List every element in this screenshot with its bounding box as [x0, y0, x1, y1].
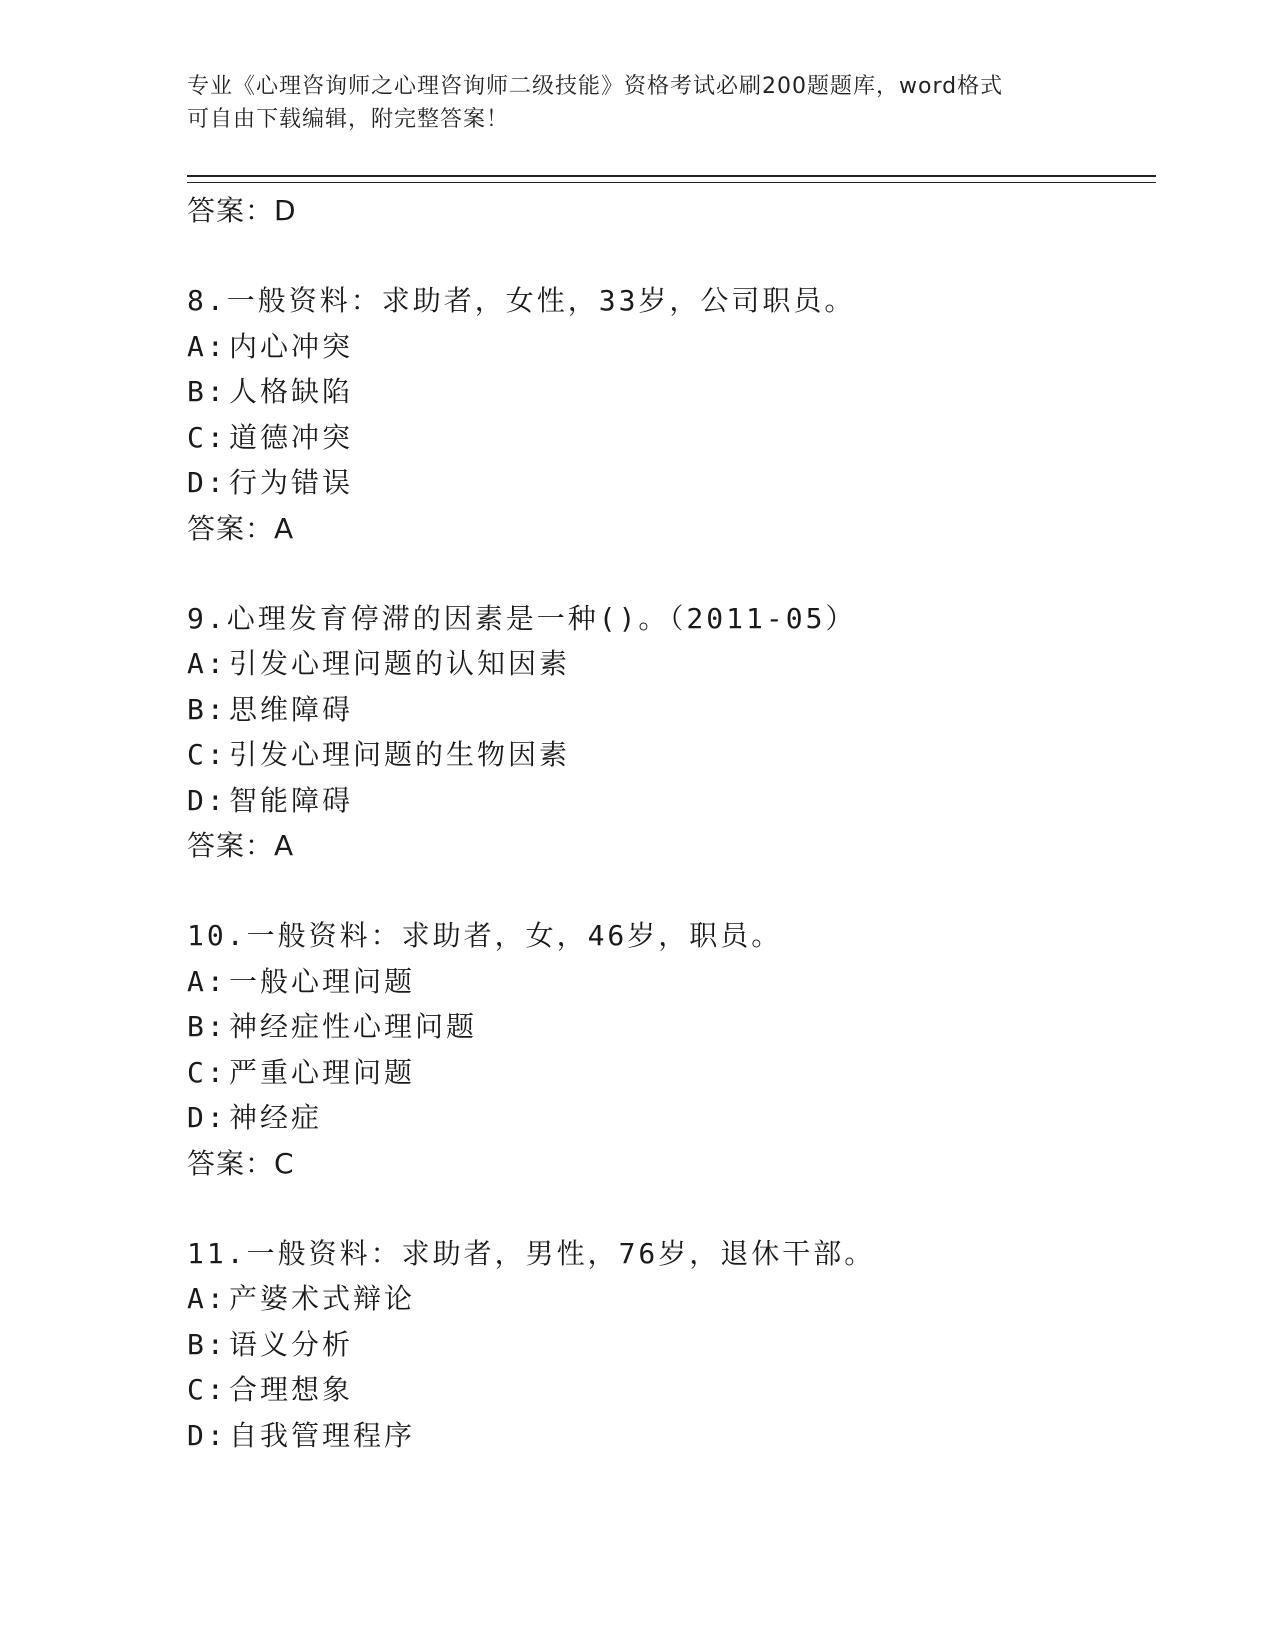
option-letter: A: — [187, 329, 227, 363]
option-text: 引发心理问题的认知因素 — [229, 647, 571, 680]
option-d — [187, 460, 1156, 506]
option-letter: A: — [187, 1282, 227, 1315]
option-letter: D: — [187, 783, 227, 817]
option-text: 语义分析 — [229, 1327, 354, 1361]
option-letter: C: — [187, 1373, 227, 1406]
option-d — [187, 1095, 1156, 1141]
option-text: 智能障碍 — [229, 783, 354, 817]
option-c — [187, 732, 1156, 778]
option-letter: C: — [187, 1055, 227, 1089]
header-title-line-2: 可自由下载编辑，附完整答案！ — [187, 107, 510, 132]
header-title-line-1: 专业《心理咨询师之心理咨询师二级技能》资格考试必刷200题题库，word格式 — [187, 74, 1004, 99]
option-text: 合理想象 — [229, 1373, 354, 1406]
option-b — [187, 1004, 1156, 1050]
option-text: 自我管理程序 — [229, 1418, 416, 1452]
option-text: 严重心理问题 — [229, 1055, 416, 1089]
question-text: 8.一般资料：求助者，女性，33岁，公司职员。 — [187, 284, 856, 317]
option-letter: A: — [187, 647, 227, 680]
option-text: 神经症性心理问题 — [229, 1010, 478, 1043]
question-11 — [187, 1231, 1156, 1459]
option-b — [187, 687, 1156, 733]
option-letter: C: — [187, 420, 227, 454]
option-letter: B: — [187, 1327, 227, 1361]
question-10 — [187, 913, 1156, 1187]
option-d — [187, 1413, 1156, 1459]
question-text: 11.一般资料：求助者，男性，76岁，退休干部。 — [187, 1236, 876, 1270]
question-8 — [187, 278, 1156, 552]
option-letter: D: — [187, 466, 227, 499]
option-text: 引发心理问题的生物因素 — [229, 738, 571, 771]
option-text: 思维障碍 — [229, 692, 354, 726]
header-divider-thick — [187, 175, 1156, 177]
option-text: 神经症 — [229, 1101, 323, 1134]
option-text: 道德冲突 — [229, 420, 354, 454]
option-letter: D: — [187, 1101, 227, 1134]
option-letter: D: — [187, 1418, 227, 1452]
question-list — [187, 188, 1156, 1458]
question-9 — [187, 596, 1156, 870]
answer-line: 答案：A — [187, 829, 295, 862]
option-letter: C: — [187, 738, 227, 771]
option-a — [187, 1276, 1156, 1322]
option-c — [187, 1367, 1156, 1413]
option-c — [187, 1050, 1156, 1096]
answer-line-previous-question: 答案：D — [187, 194, 297, 227]
option-letter: B: — [187, 1010, 227, 1043]
option-text: 人格缺陷 — [229, 375, 354, 408]
option-d — [187, 778, 1156, 824]
answer-line: 答案：C — [187, 1146, 295, 1180]
option-b — [187, 369, 1156, 415]
option-letter: A: — [187, 964, 227, 998]
option-text: 一般心理问题 — [229, 964, 416, 998]
option-text: 产婆术式辩论 — [229, 1282, 416, 1315]
question-text: 9.心理发育停滞的因素是一种()。（2011-05） — [187, 601, 857, 635]
option-letter: B: — [187, 692, 227, 726]
option-c — [187, 415, 1156, 461]
option-a — [187, 641, 1156, 687]
question-text: 10.一般资料：求助者，女，46岁，职员。 — [187, 919, 783, 952]
option-text: 行为错误 — [229, 466, 354, 499]
option-letter: B: — [187, 375, 227, 408]
answer-line: 答案：A — [187, 511, 295, 545]
option-b — [187, 1322, 1156, 1368]
option-a — [187, 959, 1156, 1005]
option-text: 内心冲突 — [229, 329, 354, 363]
header-divider-thin — [187, 182, 1156, 183]
document-header — [187, 70, 1087, 136]
option-a — [187, 324, 1156, 370]
